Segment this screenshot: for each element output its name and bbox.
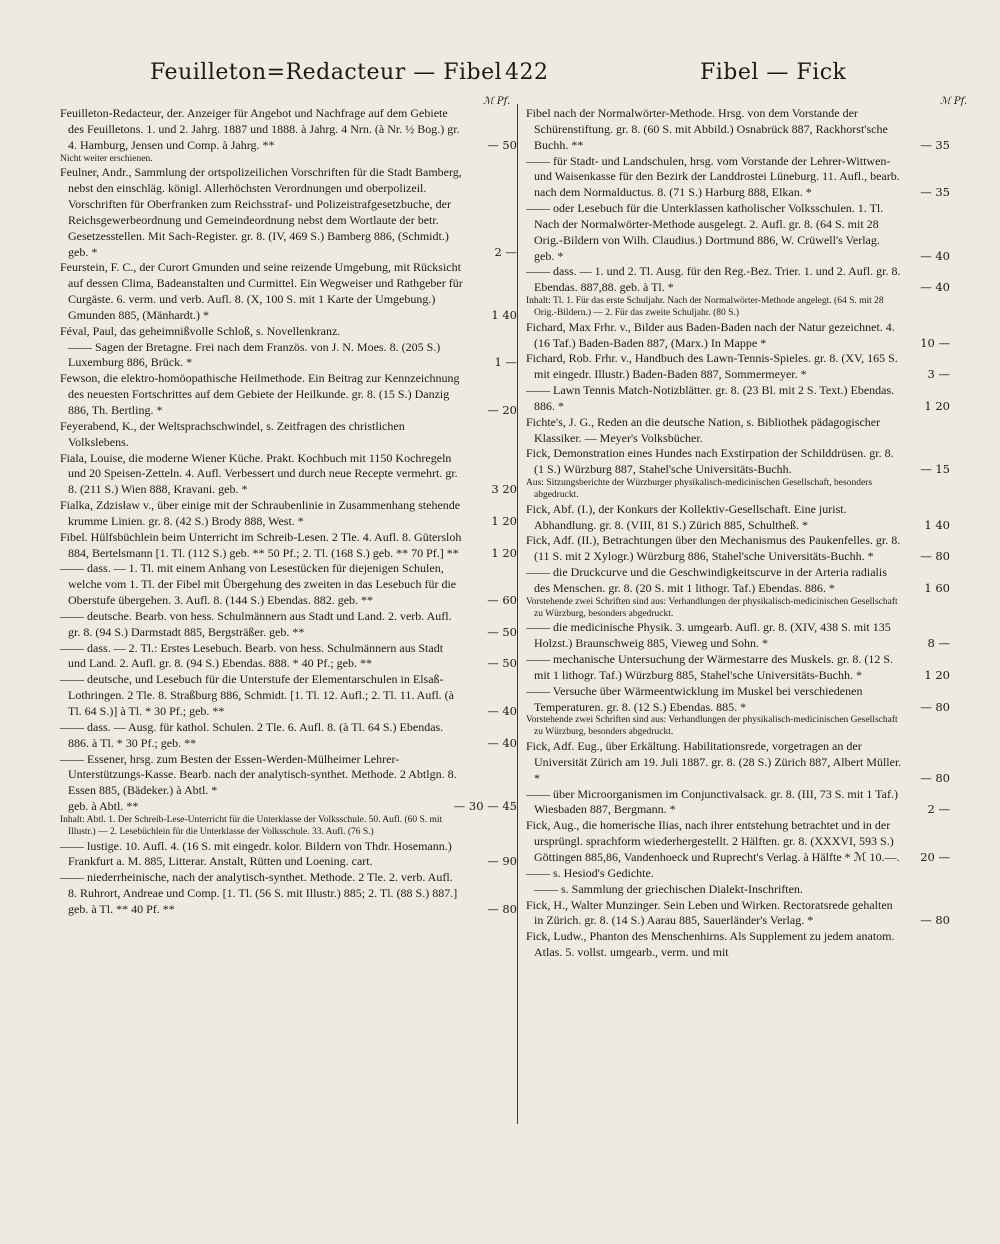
entry-price: 3 20 <box>491 482 517 497</box>
catalog-entry <box>526 739 950 787</box>
catalog-entry <box>526 446 950 478</box>
entry-text: Nicht weiter erschienen. <box>60 153 153 164</box>
entry-price: — 15 <box>920 462 950 477</box>
entry-text: Fick, H., Walter Munzinger. Sein Leben und Wirken. Rectoratsrede gehalten in Zürich. gr. 8. (14 S.) Aarau 885, Sauerländer's Verlag. * <box>526 897 893 928</box>
catalog-entry <box>60 498 517 530</box>
catalog-note <box>526 715 950 739</box>
entry-price: — 60 <box>487 593 517 608</box>
entry-text: —— dass. — 2. Tl.: Erstes Lesebuch. Bearb. von hess. Schulmännern aus Stadt und Land. 2. Aufl. gr. 8. (94 S.) Ebendas. 888. * 40 Pf.; geb. ** <box>60 640 444 671</box>
entry-text: —— oder Lesebuch für die Unterklassen katholischer Volksschulen. 1. Tl. Nach der Normalwörter-Methode ausgelegt. 2. Aufl. gr. 8. (64 S. mit 28 Orig.-Bildern von Wilh. Claudius.) Dortmund 886, W. Crüwell's Verlag. geb. * <box>526 201 884 263</box>
catalog-entry <box>526 383 950 415</box>
entry-price: — 90 <box>487 854 517 869</box>
entry-price: — 20 <box>487 402 517 417</box>
entry-text: Fick, Demonstration eines Hundes nach Exstirpation der Schilddrüsen. gr. 8. (1 S.) Würzburg 887, Stahel'sche Universitäts-Buchh. <box>526 446 894 477</box>
entry-text: —— für Stadt- und Landschulen, hrsg. vom Vorstande der Lehrer-Wittwen- und Waisenkasse für den Bezirk der Landdrostei Lüneburg. 11. Aufl., bearb. nach dem Normalductus. 8. (71 S.) Harburg 888, Elkan. * <box>526 153 900 200</box>
entry-price: 1 20 <box>924 667 950 682</box>
catalog-entry <box>60 752 517 815</box>
entry-text: —— lustige. 10. Aufl. 4. (16 S. mit eingedr. kolor. Bildern von Thdr. Hosemann.) Frankfurt a. M. 885, Litterar. Anstalt, Rütten und Loening. cart. <box>60 838 452 869</box>
catalog-entry <box>60 561 517 609</box>
entry-text: Feyerabend, K., der Weltsprachschwindel, s. Zeitfragen des christlichen Volkslebens. <box>60 418 405 449</box>
catalog-entry <box>526 154 950 202</box>
entry-text: Fick, Aug., die homerische Ilias, nach ihrer entstehung betrachtet und in der ursprüngl. sprachform wiederhergestellt. 2 Hälften. gr. 8. (XXXVI, 593 S.) Göttingen 885,86, Vandenhoeck und Ruprecht's Verlag. à Hälfte * ℳ 10.—. <box>526 818 900 864</box>
catalog-note <box>526 478 950 502</box>
catalog-entry <box>60 260 517 323</box>
entry-price: — 80 <box>920 699 950 714</box>
catalog-note <box>60 815 517 839</box>
catalog-entry <box>60 641 517 673</box>
running-head-left: Feuilleton=Redacteur — Fibel <box>150 60 503 85</box>
catalog-note <box>60 154 517 166</box>
entry-text: Fiala, Louise, die moderne Wiener Küche. Prakt. Kochbuch mit 1150 Kochregeln und 20 Speisen-Zetteln. 4. Aufl. Verbessert und durch neue Recepte vermehrt. gr. 8. (211 S.) Wien 888, Kravani. geb. * <box>60 450 458 497</box>
entry-text: —— s. Hesiod's Gedichte. —— s. Sammlung der griechischen Dialekt-Inschriften. <box>526 865 803 896</box>
entry-text: Fichte's, J. G., Reden an die deutsche Nation, s. Bibliothek pädagogischer Klassiker. — Meyer's Volksbücher. <box>526 414 881 445</box>
catalog-entry <box>526 898 950 930</box>
entry-price: — 50 <box>487 624 517 639</box>
entry-text: Fick, Ludw., Phanton des Menschenhirns. Als Supplement zu jedem anatom. Atlas. 5. vollst. umgearb., verm. und mit <box>526 929 895 960</box>
entry-price: 10 — <box>920 335 950 350</box>
entry-price: — 80 <box>920 770 950 785</box>
catalog-entry <box>526 415 950 447</box>
catalog-entry <box>60 419 517 451</box>
catalog-entry <box>60 720 517 752</box>
entry-text: —— niederrheinische, nach der analytisch-synthet. Methode. 2 Tle. 2. verb. Aufl. 8. Ruhrort, Andreae und Comp. [1. Tl. (56 S. mit Illustr.) 885; 2. Tl. (88 S.) 887.] geb. à Tl. ** 40 Pf. ** <box>60 870 458 916</box>
catalog-entry <box>526 533 950 565</box>
entry-text: —— dass. — 1. und 2. Tl. Ausg. für den Reg.-Bez. Trier. 1. und 2. Aufl. gr. 8. Ebendas. 887,88. geb. à Tl. * <box>526 264 901 295</box>
entry-text: Fichard, Rob. Frhr. v., Handbuch des Lawn-Tennis-Spieles. gr. 8. (XV, 165 S. mit eingedr. Illustr.) Baden-Baden 887, Sommermeyer. * <box>526 351 898 382</box>
entry-price: 2 — <box>494 244 517 259</box>
catalog-entry <box>526 787 950 819</box>
catalog-entry <box>526 565 950 597</box>
catalog-entry <box>526 620 950 652</box>
catalog-note <box>526 597 950 621</box>
entry-text: Feulner, Andr., Sammlung der ortspolizeilichen Vorschriften für die Stadt Bamberg, nebst den einschläg. königl. Allerhöchsten Verordnungen und oberpolizeil. Vorschriften für Oberfranken zum Reichsstraf- und Polizeistrafgesetzbuche, der Reichsgewerbeordnung und Gemeindeordnung nebst dem Wortlaute der betr. Gesetzesstellen. Mit Sach-Register. gr. 8. (IV, 469 S.) Bamberg 886, (Schmidt.) geb. * <box>60 165 462 259</box>
catalog-entry <box>526 652 950 684</box>
entry-text: Fibel. Hülfsbüchlein beim Unterricht im Schreib-Lesen. 2 Tle. 4. Aufl. 8. Gütersloh 884, Bertelsmann [1. Tl. (112 S.) geb. ** 50 Pf.; 2. Tl. (168 S.) geb. ** 70 Pf.] ** <box>60 529 462 560</box>
entry-price: 2 — <box>927 802 950 817</box>
catalog-entry <box>60 530 517 562</box>
entry-price: — 40 <box>920 280 950 295</box>
catalog-entry <box>60 839 517 871</box>
entry-text: Feurstein, F. C., der Curort Gmunden und seine reizende Umgebung, mit Rücksicht auf dessen Clima, Badeanstalten und Curmittel. Ein Wegweiser und Rathgeber für Curgäste. 6. verm. und verb. Aufl. 8. (X, 100 S. mit 1 Karte der Umgebung.) Gmunden 885, (Mänhardt.) * <box>60 260 463 322</box>
entry-text: —— mechanische Untersuchung der Wärmestarre des Muskels. gr. 8. (12 S. mit 1 lithogr. Taf.) Würzburg 885, Stahel'sche Universitäts-Buchh. * <box>526 652 894 682</box>
page-number: 422 <box>505 60 549 85</box>
currency-label-right: ℳ Pf. <box>940 96 968 107</box>
entry-text: —— Lawn Tennis Match-Notizblätter. gr. 8. (23 Bl. mit 2 S. Text.) Ebendas. 886. * <box>526 383 895 413</box>
catalog-entry <box>60 672 517 720</box>
entry-text: Féval, Paul, das geheimnißvolle Schloß, s. Novellenkranz. —— Sagen der Bretagne. Frei nach dem Französ. von J. N. Moes. 8. (205 S.) Luxemburg 886, Brück. * <box>60 323 441 370</box>
entry-price: — 40 <box>920 248 950 263</box>
entry-price: 1 20 <box>491 545 517 560</box>
entry-price: 1 20 <box>491 513 517 528</box>
catalog-entry <box>526 201 950 264</box>
catalog-entry <box>60 324 517 372</box>
entry-text: Fewson, die elektro-homöopathische Heilmethode. Ein Beitrag zur Kennzeichnung des neuesten Fortschrittes auf dem Gebiete der Heilkunde. gr. 8. (15 S.) Danzig 886, Th. Bertling. * <box>60 371 460 417</box>
entry-price: — 50 <box>487 137 517 152</box>
catalog-entry <box>526 818 950 866</box>
entry-price: — 50 <box>487 656 517 671</box>
entry-text: Fick, Adf. Eug., über Erkältung. Habilitationsrede, vorgetragen an der Universität Zürich am 19. Juli 1887. gr. 8. (28 S.) Zürich 887, Albert Müller. * <box>526 739 902 785</box>
entry-price: 1 — <box>494 355 517 370</box>
entry-price: — 40 <box>487 735 517 750</box>
catalog-entry <box>60 371 517 419</box>
entry-text: —— dass. — Ausg. für kathol. Schulen. 2 Tle. 6. Aufl. 8. (à Tl. 64 S.) Ebendas. 886. à Tl. * 30 Pf.; geb. ** <box>60 719 444 750</box>
catalog-entry <box>60 609 517 641</box>
entry-price: — 30 — 45 <box>453 799 517 814</box>
catalog-entry <box>60 106 517 154</box>
entry-text: Fick, Abf. (I.), der Konkurs der Kollektiv-Gesellschaft. Eine jurist. Abhandlung. gr. 8. (VIII, 81 S.) Zürich 885, Schultheß. * <box>526 501 847 532</box>
catalog-entry <box>526 106 950 154</box>
running-head-right: Fibel — Fick <box>700 60 847 85</box>
catalog-entry <box>60 165 517 260</box>
entry-price: — 35 <box>920 137 950 152</box>
entry-price: — 35 <box>920 185 950 200</box>
entry-text: —— die medicinische Physik. 3. umgearb. Aufl. gr. 8. (XIV, 438 S. mit 135 Holzst.) Braunschweig 885, Vieweg und Sohn. * <box>526 620 891 651</box>
entry-price: 1 60 <box>924 580 950 595</box>
entry-price: — 80 <box>920 549 950 564</box>
entry-text: —— dass. — 1. Tl. mit einem Anhang von Lesestücken für diejenigen Schulen, welche vom 1. Tl. der Fibel mit Übergehung des zweiten in das Lesebuch für die Oberstufe übergehen. 3. Aufl. 8. (144 S.) Ebendas. 882. geb. ** <box>60 561 457 608</box>
entry-price: 1 40 <box>924 517 950 532</box>
entry-text: —— Essener, hrsg. zum Besten der Essen-Werden-Mülheimer Lehrer-Unterstützungs-Kasse. Bearb. nach der analytisch-synthet. Methode. 2 Abtlgn. 8. Essen 885, (Bädeker.) à Abtl. * geb. à Abtl. ** <box>60 751 457 814</box>
entry-price: 8 — <box>927 636 950 651</box>
entry-text: —— deutsche. Bearb. von hess. Schulmännern aus Stadt und Land. 2. verb. Aufl. gr. 8. (94 S.) Darmstadt 885, Bergsträßer. geb. ** <box>60 608 452 639</box>
catalog-entry <box>60 451 517 499</box>
left-column <box>60 106 517 918</box>
catalog-entry <box>526 264 950 296</box>
entry-text: Fick, Adf. (II.), Betrachtungen über den Mechanismus des Paukenfelles. gr. 8. (11 S. mit 2 Xylogr.) Würzburg 886, Stahel'sche Universitäts-Buchh. * <box>526 533 901 564</box>
catalog-entry <box>60 870 517 918</box>
entry-text: —— Versuche über Wärmeentwicklung im Muskel bei verschiedenen Temperaturen. gr. 8. (12 S.) Ebendas. 885. * <box>526 683 863 714</box>
entry-text: —— die Druckcurve und die Geschwindigkeitscurve in der Arteria radialis des Menschen. gr. 8. (20 S. mit 1 lithogr. Taf.) Ebendas. 886. * <box>526 565 887 595</box>
entry-price: 20 — <box>920 849 950 864</box>
catalog-entry <box>526 320 950 352</box>
entry-price: — 80 <box>487 901 517 916</box>
catalog-entry <box>526 684 950 716</box>
entry-text: Fialka, Zdzisław v., über einige mit der Schraubenlinie in Zusammenhang stehende krumme Linien. gr. 8. (42 S.) Brody 888, West. * <box>60 498 461 528</box>
catalog-entry <box>526 929 950 961</box>
entry-text: Fichard, Max Frhr. v., Bilder aus Baden-Baden nach der Natur gezeichnet. 4. (16 Taf.) Baden-Baden 887, (Marx.) In Mappe * <box>526 319 895 350</box>
catalog-entry <box>526 866 950 898</box>
entry-text: Vorstehende zwei Schriften sind aus: Verhandlungen der physikalisch-medicinischen Gesellschaft zu Würzburg, besonders abgedruckt. <box>526 596 898 619</box>
column-divider <box>517 104 518 1124</box>
entry-text: —— über Microorganismen im Conjunctivalsack. gr. 8. (III, 73 S. mit 1 Taf.) Wiesbaden 887, Bergmann. * <box>526 786 898 817</box>
entry-price: 1 40 <box>491 307 517 322</box>
entry-text: Feuilleton-Redacteur, der. Anzeiger für Angebot und Nachfrage auf dem Gebiete des Feuilletons. 1. und 2. Jahrg. 1887 und 1888. à Jahrg. 4 Nrn. (à Nr. ½ Bog.) gr. 4. Hamburg, Jensen und Comp. à Jahrg. ** <box>60 106 460 152</box>
entry-price: 3 — <box>927 367 950 382</box>
entry-text: —— deutsche, und Lesebuch für die Unterstufe der Elementarschulen in Elsaß-Lothringen. 2 Tle. 8. Straßburg 886, Schmidt. [1. Tl. 12. Aufl.; 2. Tl. 11. Aufl. (à Tl. 64 S.)] à Tl. * 30 Pf.; geb. ** <box>60 672 454 719</box>
entry-price: — 40 <box>487 704 517 719</box>
entry-text: Inhalt: Abtl. 1. Der Schreib-Lese-Unterricht für die Unterklasse der Volksschule. 50. Aufl. (60 S. mit Illustr.) — 2. Lesebüchlein für die Unterklasse der Volksschule. 33. Aufl. (76 S.) <box>60 814 443 837</box>
entry-text: Fibel nach der Normalwörter-Methode. Hrsg. von dem Vorstande der Schürenstiftung. gr. 8. (60 S. mit Abbild.) Osnabrück 887, Rackhorst'sche Buchh. ** <box>526 106 888 152</box>
right-column <box>526 106 950 961</box>
entry-text: Vorstehende zwei Schriften sind aus: Verhandlungen der physikalisch-medicinischen Gesellschaft zu Würzburg, besonders abgedruckt. <box>526 715 898 738</box>
entry-text: Inhalt: Tl. 1. Für das erste Schuljahr. Nach der Normalwörter-Methode angelegt. (64 S. mit 28 Orig.-Bildern.) — 2. Für das zweite Schuljahr. (80 S.) <box>526 296 884 318</box>
entry-price: — 80 <box>920 913 950 928</box>
catalog-note <box>526 296 950 320</box>
entry-text: Aus: Sitzungsberichte der Würzburger physikalisch-medicinischen Gesellschaft, besonders abgedruckt. <box>526 478 873 500</box>
catalog-entry <box>526 502 950 534</box>
entry-price: 1 20 <box>924 398 950 413</box>
catalog-entry <box>526 351 950 383</box>
currency-label-left: ℳ Pf. <box>483 96 511 107</box>
